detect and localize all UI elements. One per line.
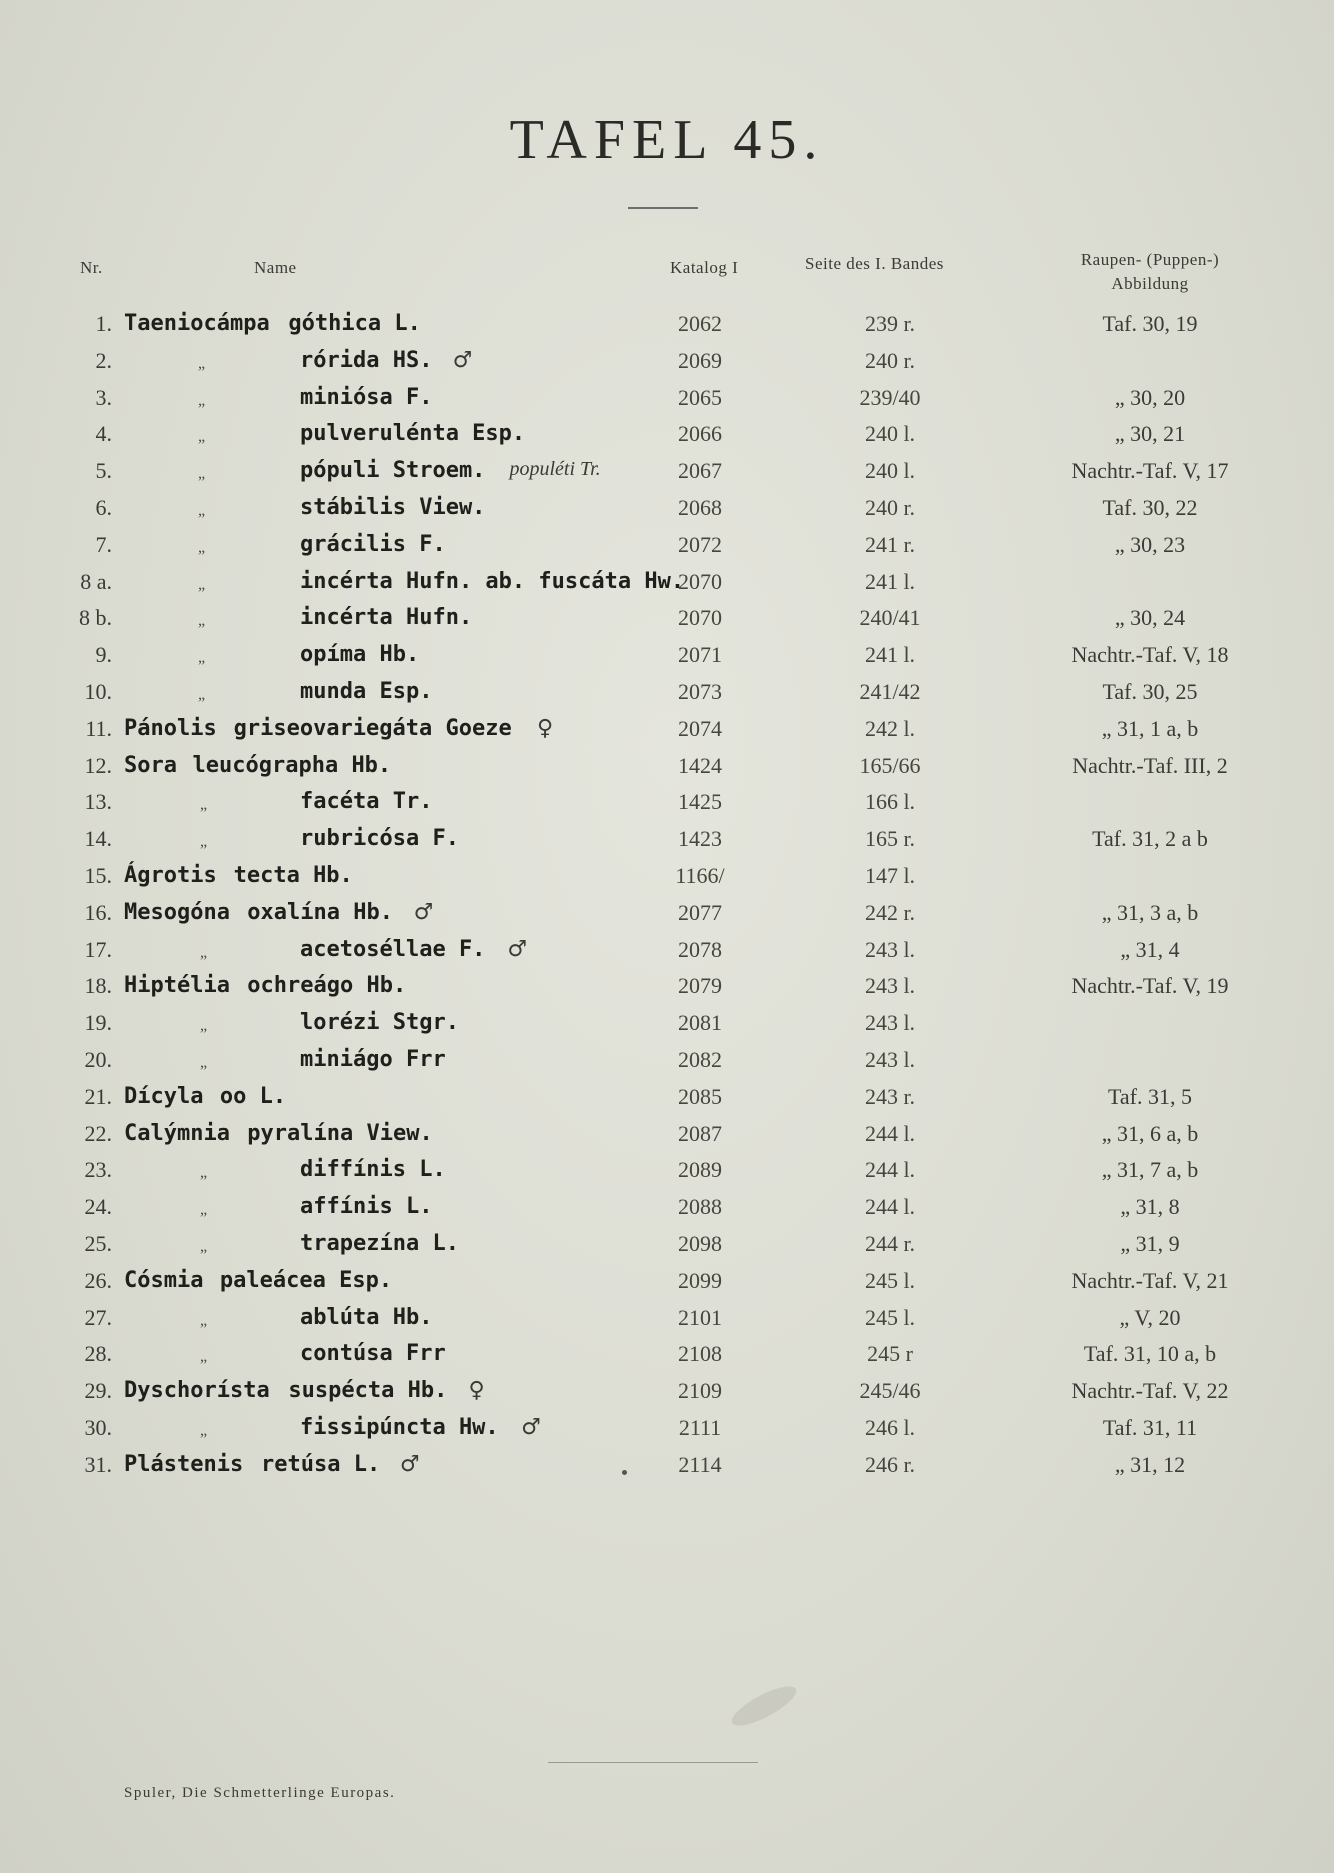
species-name: rórida HS. bbox=[300, 347, 433, 373]
table-row bbox=[0, 782, 1334, 819]
katalog-number: 1166/ bbox=[675, 862, 725, 888]
ditto-mark: „ bbox=[198, 649, 206, 667]
plate-reference: „ 31, 8 bbox=[1120, 1194, 1180, 1220]
row-number: 22. bbox=[84, 1120, 112, 1146]
ditto-mark: „ bbox=[200, 1348, 208, 1366]
genus-name: Cósmia bbox=[124, 1267, 204, 1293]
katalog-number: 2109 bbox=[678, 1378, 722, 1404]
plate-reference: „ 30, 20 bbox=[1114, 384, 1186, 410]
table-row bbox=[0, 1261, 1334, 1298]
page-reference: 244 l. bbox=[864, 1120, 916, 1146]
plate-reference: Nachtr.-Taf. V, 21 bbox=[1071, 1267, 1229, 1293]
row-number: 30. bbox=[84, 1414, 112, 1440]
katalog-number: 2085 bbox=[678, 1083, 722, 1109]
page-reference: 240 r. bbox=[864, 347, 916, 373]
genus-name: Sora bbox=[124, 752, 177, 778]
species-name: contúsa Frr bbox=[300, 1341, 446, 1367]
katalog-number: 2069 bbox=[678, 347, 722, 373]
katalog-number: 2067 bbox=[678, 458, 722, 484]
species-name: tecta Hb. bbox=[233, 862, 353, 888]
page-reference: 242 r. bbox=[864, 899, 916, 925]
katalog-number: 1424 bbox=[678, 752, 722, 778]
ditto-mark: „ bbox=[200, 1053, 208, 1071]
plate-reference: Taf. 31, 11 bbox=[1102, 1414, 1198, 1440]
ditto-mark: „ bbox=[198, 575, 206, 593]
table-row bbox=[0, 1298, 1334, 1335]
row-number: 15. bbox=[84, 862, 112, 888]
genus-name: Calýmnia bbox=[124, 1120, 230, 1146]
genus-name: Pánolis bbox=[124, 715, 217, 741]
katalog-number: 2099 bbox=[678, 1267, 722, 1293]
row-number: 17. bbox=[84, 936, 112, 962]
species-name: munda Esp. bbox=[300, 678, 433, 704]
genus-name: Plástenis bbox=[124, 1451, 244, 1477]
ditto-mark: „ bbox=[200, 1017, 208, 1035]
katalog-number: 2073 bbox=[678, 678, 722, 704]
page-reference: 241/42 bbox=[859, 678, 921, 704]
row-number: 16. bbox=[84, 899, 112, 925]
header-katalog: Katalog I bbox=[670, 258, 739, 277]
plate-reference: Nachtr.-Taf. V, 17 bbox=[1071, 458, 1229, 484]
species-name: lorézi Stgr. bbox=[300, 1010, 459, 1036]
row-number: 4. bbox=[95, 421, 112, 447]
row-number: 28. bbox=[84, 1341, 112, 1367]
genus-name: Ágrotis bbox=[124, 862, 217, 888]
page-reference: 244 l. bbox=[864, 1194, 916, 1220]
species-name: diffínis L. bbox=[300, 1157, 446, 1183]
table-row bbox=[0, 1077, 1334, 1114]
table-row bbox=[0, 1187, 1334, 1224]
male-symbol-icon: ♂ bbox=[507, 936, 528, 962]
row-number: 10. bbox=[84, 678, 112, 704]
row-number: 23. bbox=[84, 1157, 112, 1183]
table-row bbox=[0, 598, 1334, 635]
page-reference: 243 l. bbox=[864, 973, 916, 999]
male-symbol-icon: ♂ bbox=[413, 899, 434, 925]
ditto-mark: „ bbox=[200, 1164, 208, 1182]
species-name: affínis L. bbox=[300, 1194, 433, 1220]
table-row bbox=[0, 1371, 1334, 1408]
species-name: oxalína Hb. bbox=[247, 899, 393, 925]
species-name: stábilis View. bbox=[300, 494, 486, 520]
page-reference: 242 l. bbox=[864, 715, 916, 741]
row-number: 26. bbox=[84, 1267, 112, 1293]
species-table bbox=[0, 304, 1334, 1482]
page-reference: 239/40 bbox=[859, 384, 921, 410]
species-name: rubricósa F. bbox=[300, 826, 459, 852]
synonym-name: populéti Tr. bbox=[509, 458, 601, 481]
plate-reference: „ 30, 21 bbox=[1114, 421, 1186, 447]
ditto-mark: „ bbox=[200, 1237, 208, 1255]
ditto-mark: „ bbox=[198, 538, 206, 556]
katalog-number: 2114 bbox=[678, 1451, 722, 1477]
row-number: 29. bbox=[84, 1378, 112, 1404]
page-reference: 246 l. bbox=[864, 1414, 916, 1440]
plate-reference: „ V, 20 bbox=[1119, 1304, 1181, 1330]
title-divider bbox=[628, 207, 698, 209]
plate-reference: Taf. 30, 25 bbox=[1102, 678, 1198, 704]
table-row bbox=[0, 635, 1334, 672]
table-row bbox=[0, 1334, 1334, 1371]
plate-reference: Taf. 30, 22 bbox=[1102, 494, 1198, 520]
page-reference: 241 r. bbox=[864, 531, 916, 557]
genus-name: Mesogóna bbox=[124, 899, 230, 925]
page-reference: 239 r. bbox=[864, 311, 916, 336]
plate-reference: Nachtr.-Taf. III, 2 bbox=[1072, 752, 1228, 778]
species-name: suspécta Hb. bbox=[288, 1378, 448, 1404]
row-number: 8 b. bbox=[79, 605, 112, 631]
row-number: 1. bbox=[95, 311, 112, 336]
table-row bbox=[0, 488, 1334, 525]
katalog-number: 2068 bbox=[678, 494, 722, 520]
plate-reference: Taf. 30, 19 bbox=[1102, 311, 1198, 336]
plate-reference: „ 31, 3 a, b bbox=[1101, 899, 1199, 925]
plate-reference: Nachtr.-Taf. V, 22 bbox=[1071, 1378, 1229, 1404]
page-reference: 243 l. bbox=[864, 1046, 916, 1072]
page-reference: 241 l. bbox=[864, 642, 916, 668]
table-row bbox=[0, 856, 1334, 893]
ditto-mark: „ bbox=[200, 1201, 208, 1219]
table-row bbox=[0, 562, 1334, 599]
species-name: fissipúncta Hw. bbox=[300, 1414, 499, 1440]
table-row bbox=[0, 1408, 1334, 1445]
genus-name: Dícyla bbox=[124, 1083, 204, 1109]
katalog-number: 2101 bbox=[678, 1304, 722, 1330]
species-name: leucógrapha Hb. bbox=[192, 752, 392, 778]
header-nr: Nr. bbox=[80, 258, 103, 277]
row-number: 24. bbox=[84, 1194, 112, 1220]
ditto-mark: „ bbox=[200, 796, 208, 814]
katalog-number: 1423 bbox=[678, 826, 722, 852]
table-row bbox=[0, 819, 1334, 856]
male-symbol-icon: ♂ bbox=[521, 1414, 541, 1440]
genus-name: Dyschorísta bbox=[124, 1378, 270, 1404]
page-reference: 243 l. bbox=[864, 936, 916, 962]
ditto-mark: „ bbox=[198, 428, 206, 446]
page-reference: 244 r. bbox=[864, 1230, 916, 1256]
species-name: griseovariegáta Goeze bbox=[233, 715, 512, 741]
katalog-number: 1425 bbox=[678, 789, 722, 815]
table-row bbox=[0, 1114, 1334, 1151]
species-name: ablúta Hb. bbox=[300, 1304, 433, 1330]
ditto-mark: „ bbox=[200, 943, 208, 961]
table-row bbox=[0, 341, 1334, 378]
katalog-number: 2071 bbox=[678, 642, 722, 668]
table-row bbox=[0, 1150, 1334, 1187]
page-reference: 245 l. bbox=[864, 1304, 916, 1330]
katalog-number: 2078 bbox=[678, 936, 722, 962]
row-number: 2. bbox=[95, 347, 112, 373]
row-number: 31. bbox=[84, 1451, 112, 1477]
plate-reference: Taf. 31, 5 bbox=[1108, 1083, 1192, 1109]
female-symbol-icon: ♀ bbox=[537, 715, 554, 741]
page-title: TAFEL 45. bbox=[509, 109, 825, 171]
katalog-number: 2111 bbox=[678, 1414, 722, 1440]
page-reference: 243 l. bbox=[864, 1010, 916, 1036]
species-name: incérta Hufn. ab. fuscáta Hw. bbox=[300, 568, 685, 594]
table-row bbox=[0, 672, 1334, 709]
table-row bbox=[0, 525, 1334, 562]
row-number: 12. bbox=[84, 752, 112, 778]
ditto-mark: „ bbox=[200, 833, 208, 851]
katalog-number: 2088 bbox=[678, 1194, 722, 1220]
species-name: miniágo Frr bbox=[300, 1046, 446, 1072]
ditto-mark: „ bbox=[198, 391, 206, 409]
plate-reference: „ 31, 12 bbox=[1114, 1451, 1186, 1477]
plate-reference: „ 31, 6 a, b bbox=[1101, 1120, 1199, 1146]
table-row bbox=[0, 746, 1334, 783]
row-number: 18. bbox=[84, 973, 112, 999]
table-row bbox=[0, 930, 1334, 967]
species-name: oo L. bbox=[219, 1083, 287, 1109]
table-row bbox=[0, 304, 1334, 341]
plate-reference: Taf. 31, 2 a b bbox=[1092, 826, 1208, 852]
page-reference: 245/46 bbox=[859, 1378, 921, 1404]
page-reference: 165 r. bbox=[864, 826, 916, 852]
bottom-divider bbox=[548, 1762, 758, 1763]
species-name: acetoséllae F. bbox=[300, 936, 486, 962]
table-row bbox=[0, 378, 1334, 415]
table-row bbox=[0, 414, 1334, 451]
row-number: 20. bbox=[84, 1046, 112, 1072]
species-name: pulverulénta Esp. bbox=[300, 421, 526, 447]
table-row bbox=[0, 1445, 1334, 1482]
page-reference: 244 l. bbox=[864, 1157, 916, 1183]
page-reference: 240 r. bbox=[864, 494, 916, 520]
row-number: 11. bbox=[85, 715, 112, 741]
plate-reference: „ 30, 24 bbox=[1114, 605, 1186, 631]
table-row bbox=[0, 1224, 1334, 1261]
katalog-number: 2087 bbox=[678, 1120, 722, 1146]
plate-reference: Nachtr.-Taf. V, 18 bbox=[1071, 642, 1229, 668]
species-name: góthica L. bbox=[288, 311, 421, 336]
page-reference: 243 r. bbox=[864, 1083, 916, 1109]
table-row bbox=[0, 893, 1334, 930]
species-name: pópuli Stroem. bbox=[300, 458, 486, 484]
row-number: 6. bbox=[95, 494, 112, 520]
katalog-number: 2081 bbox=[678, 1010, 722, 1036]
row-number: 7. bbox=[95, 531, 112, 557]
row-number: 9. bbox=[95, 642, 112, 668]
male-symbol-icon: ♂ bbox=[400, 1451, 420, 1477]
katalog-number: 2082 bbox=[678, 1046, 722, 1072]
plate-reference: Nachtr.-Taf. V, 19 bbox=[1071, 973, 1229, 999]
ditto-mark: „ bbox=[200, 1421, 208, 1439]
katalog-number: 2077 bbox=[678, 899, 722, 925]
table-row bbox=[0, 451, 1334, 488]
plate-reference: Taf. 31, 10 a, b bbox=[1083, 1341, 1217, 1367]
page-reference: 166 l. bbox=[864, 789, 916, 815]
row-number: 19. bbox=[84, 1010, 112, 1036]
plate-reference: „ 31, 7 a, b bbox=[1101, 1157, 1199, 1183]
species-name: grácilis F. bbox=[300, 531, 446, 557]
page-reference: 240 l. bbox=[864, 421, 916, 447]
species-name: pyralína View. bbox=[247, 1120, 433, 1146]
ditto-mark: „ bbox=[198, 465, 206, 483]
katalog-number: 2065 bbox=[678, 384, 722, 410]
page-reference: 246 r. bbox=[864, 1451, 916, 1477]
stray-dot bbox=[622, 1470, 627, 1475]
footer-text: Spuler, Die Schmetterlinge Europas. bbox=[124, 1785, 396, 1801]
page-reference: 241 l. bbox=[864, 568, 916, 594]
ditto-mark: „ bbox=[198, 612, 206, 630]
ditto-mark: „ bbox=[200, 1311, 208, 1329]
header-name: Name bbox=[254, 258, 297, 277]
species-name: ochreágo Hb. bbox=[247, 973, 407, 999]
katalog-number: 2089 bbox=[678, 1157, 722, 1183]
row-number: 8 a. bbox=[80, 568, 112, 594]
plate-reference: „ 31, 4 bbox=[1120, 936, 1180, 962]
table-row bbox=[0, 966, 1334, 1003]
page-reference: 240/41 bbox=[859, 605, 921, 631]
row-number: 21. bbox=[84, 1083, 112, 1109]
row-number: 5. bbox=[95, 458, 112, 484]
header-raupen bbox=[1040, 248, 1260, 296]
species-name: retúsa L. bbox=[261, 1451, 381, 1477]
row-number: 13. bbox=[84, 789, 112, 815]
row-number: 25. bbox=[84, 1230, 112, 1256]
row-number: 14. bbox=[84, 826, 112, 852]
genus-name: Taeniocámpa bbox=[124, 311, 270, 336]
species-name: trapezína L. bbox=[300, 1230, 459, 1256]
paper-smudge bbox=[727, 1679, 801, 1732]
header-seite: Seite des I. Bandes bbox=[805, 254, 944, 273]
katalog-number: 2070 bbox=[678, 568, 722, 594]
row-number: 3. bbox=[95, 384, 112, 410]
ditto-mark: „ bbox=[198, 354, 206, 372]
katalog-number: 2079 bbox=[678, 973, 722, 999]
katalog-number: 2108 bbox=[678, 1341, 722, 1367]
table-row bbox=[0, 1003, 1334, 1040]
katalog-number: 2074 bbox=[678, 715, 722, 741]
species-name: incérta Hufn. bbox=[300, 605, 473, 631]
species-name: facéta Tr. bbox=[300, 789, 433, 815]
katalog-number: 2072 bbox=[678, 531, 722, 557]
female-symbol-icon: ♀ bbox=[468, 1378, 485, 1404]
katalog-number: 2066 bbox=[678, 421, 722, 447]
page-reference: 245 r bbox=[867, 1341, 913, 1367]
page-reference: 165/66 bbox=[859, 752, 921, 778]
row-number: 27. bbox=[84, 1304, 112, 1330]
male-symbol-icon: ♂ bbox=[452, 347, 473, 373]
species-name: miniósa F. bbox=[300, 384, 433, 410]
katalog-number: 2062 bbox=[678, 311, 722, 336]
katalog-number: 2070 bbox=[678, 605, 722, 631]
ditto-mark: „ bbox=[198, 501, 206, 519]
table-row bbox=[0, 1040, 1334, 1077]
header-raupen-line2: Abbildung bbox=[1111, 274, 1189, 293]
table-row bbox=[0, 709, 1334, 746]
page-reference: 147 l. bbox=[864, 862, 916, 888]
header-raupen-line1: Raupen- (Puppen-) bbox=[1080, 250, 1220, 269]
species-name: opíma Hb. bbox=[300, 642, 420, 668]
species-name: paleácea Esp. bbox=[219, 1267, 393, 1293]
page-reference: 240 l. bbox=[864, 458, 916, 484]
plate-reference: „ 31, 9 bbox=[1120, 1230, 1180, 1256]
katalog-number: 2098 bbox=[678, 1230, 722, 1256]
plate-reference: „ 30, 23 bbox=[1114, 531, 1186, 557]
ditto-mark: „ bbox=[198, 685, 206, 703]
plate-reference: „ 31, 1 a, b bbox=[1101, 715, 1199, 741]
genus-name: Hiptélia bbox=[124, 973, 230, 999]
page-reference: 245 l. bbox=[864, 1267, 916, 1293]
